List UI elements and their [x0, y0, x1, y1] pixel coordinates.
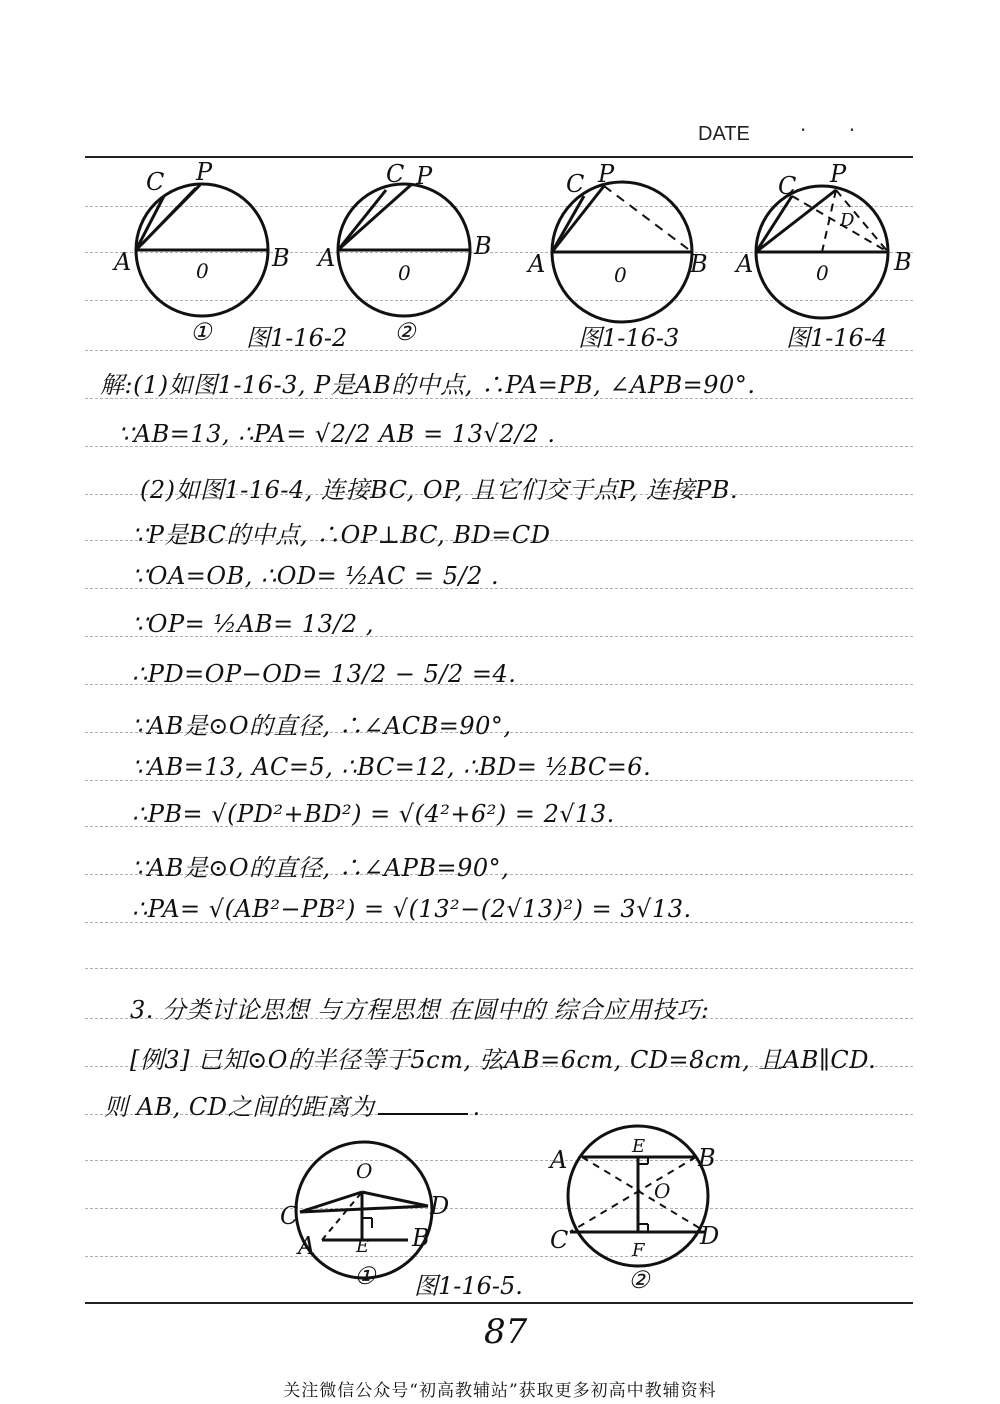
fig1-label-b: B: [272, 244, 290, 272]
fig3-label-p: P: [598, 160, 615, 188]
fig1-label-p: P: [196, 158, 213, 186]
solution-line-2: ∵AB=13, ∴PA= √2/2 AB = 13√2/2 .: [118, 420, 556, 448]
fig3-label-a: A: [528, 250, 546, 278]
fig5b-label-o: O: [654, 1179, 671, 1203]
caption-1-16-4: 图1-16-4: [786, 324, 888, 352]
fig3-label-b: B: [690, 250, 708, 278]
fig5a-caption: ①: [354, 1262, 376, 1290]
fig5b-label-c: C: [550, 1226, 569, 1254]
solution-line-6: ∵OP= ½AB= 13/2 ,: [132, 610, 374, 638]
solution-line-7: ∴PD=OP−OD= 13/2 − 5/2 =4.: [132, 660, 517, 688]
caption-1-16-3: 图1-16-3: [578, 324, 680, 352]
solution-line-4: ∵P是BC的中点, ∴OP⊥BC, BD=CD: [132, 521, 551, 549]
fig2-label-b: B: [474, 232, 492, 260]
section-3-heading: 3. 分类讨论思想 与方程思想 在圆中的 综合应用技巧:: [130, 996, 710, 1024]
fig3-label-c: C: [566, 170, 585, 198]
solution-line-8: ∵AB是⊙O的直径, ∴∠ACB=90°,: [132, 712, 512, 740]
fig5a-label-c: C: [280, 1202, 299, 1230]
date-label: DATE: [698, 123, 750, 145]
fig5a-label-a: A: [298, 1232, 316, 1260]
fig5a-label-o: O: [356, 1159, 373, 1183]
fig4-label-o: 0: [816, 261, 829, 285]
date-dots: · ·: [800, 118, 874, 142]
fig4-label-d: D: [840, 210, 855, 231]
fig4-label-c: C: [778, 172, 797, 200]
solution-line-9: ∵AB=13, AC=5, ∴BC=12, ∴BD= ½BC=6.: [132, 753, 652, 781]
fig1-label-a: A: [114, 248, 132, 276]
fig4-label-b: B: [894, 248, 912, 276]
example-3-line-2: [104, 1087, 481, 1122]
fig5b-label-a: A: [550, 1146, 568, 1174]
footer-notice: 关注微信公众号“初高教辅站”获取更多初高中教辅资料: [283, 1381, 717, 1401]
fig5a-label-b: B: [412, 1224, 430, 1252]
fig5a-label-d: D: [430, 1192, 450, 1220]
solution-line-12: ∴PA= √(AB²−PB²) = √(13²−(2√13)²) = 3√13.: [132, 895, 692, 923]
example-3-question: 则 AB, CD之间的距离为: [104, 1093, 375, 1121]
caption-1-16-2: 图1-16-2: [246, 324, 348, 352]
solution-line-11: ∵AB是⊙O的直径, ∴∠APB=90°,: [132, 854, 510, 882]
fig1-caption: ①: [190, 318, 212, 346]
bottom-rule: [85, 1302, 913, 1304]
solution-line-10: ∴PB= √(PD²+BD²) = √(4²+6²) = 2√13.: [132, 800, 615, 828]
example-3-period: .: [472, 1093, 481, 1121]
fig5b-label-f: F: [632, 1240, 645, 1261]
fig4-label-a: A: [736, 250, 754, 278]
fig2-label-c: C: [386, 160, 405, 188]
fig5b-caption: ②: [628, 1266, 650, 1294]
solution-line-1: 解:(1)如图1-16-3, P是AB的中点, ∴PA=PB, ∠APB=90°.: [100, 371, 756, 399]
fig5b-label-b: B: [698, 1144, 716, 1172]
answer-blank: [378, 1097, 468, 1115]
fig2-label-a: A: [318, 244, 336, 272]
fig5b-label-d: D: [700, 1222, 720, 1250]
fig1-label-c: C: [146, 168, 165, 196]
fig2-label-o: 0: [398, 261, 411, 285]
fig5b-label-e: E: [632, 1136, 646, 1157]
fig4-label-p: P: [830, 160, 847, 188]
fig1-label-o: 0: [196, 259, 209, 283]
fig5a-label-e: E: [356, 1236, 370, 1257]
solution-line-3: (2)如图1-16-4, 连接BC, OP, 且它们交于点P, 连接PB.: [140, 476, 739, 504]
solution-line-5: ∵OA=OB, ∴OD= ½AC = 5/2 .: [132, 562, 500, 590]
page-number: 87: [484, 1312, 528, 1352]
example-3-line-1: [例3] 已知⊙O的半径等于5cm, 弦AB=6cm, CD=8cm, 且AB∥CD.: [130, 1046, 877, 1074]
fig3-label-o: 0: [614, 263, 627, 287]
caption-1-16-5: 图1-16-5.: [414, 1272, 523, 1300]
fig2-label-p: P: [416, 162, 433, 190]
fig2-caption: ②: [394, 318, 416, 346]
